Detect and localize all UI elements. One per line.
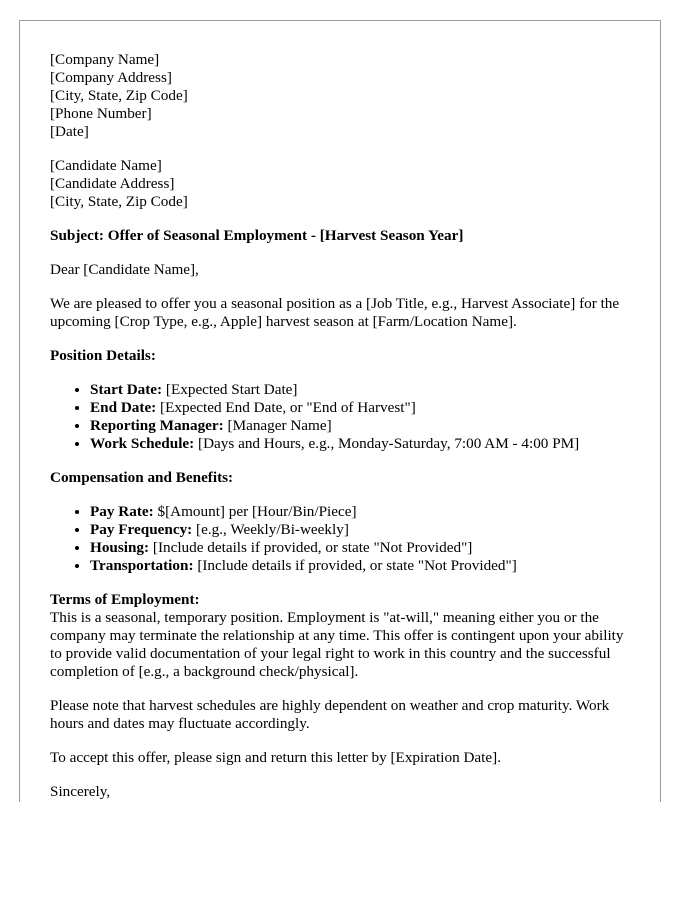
list-item [90, 435, 630, 453]
item-label: Work Schedule: [90, 435, 195, 452]
acceptance-paragraph: To accept this offer, please sign and return this letter by [Expiration Date]. [50, 749, 501, 766]
intro-paragraph: We are pleased to offer you a seasonal position as a [Job Title, e.g., Harvest Associate] for the upcoming [Crop Type, e.g., Apple] harvest season at [Farm/Location Name]. [50, 295, 620, 330]
list-item [90, 503, 630, 521]
list-item [90, 381, 630, 399]
compensation-list [50, 503, 630, 575]
candidate-city-state-zip: [City, State, Zip Code] [50, 193, 188, 210]
item-label: Housing: [90, 539, 150, 556]
candidate-name: [Candidate Name] [50, 157, 162, 174]
weather-note-paragraph: Please note that harvest schedules are highly dependent on weather and crop maturity. Work hours and dates may fluctuate accordingly. [50, 697, 610, 732]
item-value: [Expected End Date, or "End of Harvest"] [156, 399, 416, 416]
company-city-state-zip: [City, State, Zip Code] [50, 87, 188, 104]
item-label: Pay Frequency: [90, 521, 193, 538]
recipient-block [50, 157, 630, 211]
terms-heading: Terms of Employment: [50, 591, 200, 608]
candidate-address: [Candidate Address] [50, 175, 175, 192]
item-label: End Date: [90, 399, 157, 416]
subject-line: Subject: Offer of Seasonal Employment - [Harvest Season Year] [50, 227, 464, 244]
letter-page [19, 20, 661, 802]
item-label: Start Date: [90, 381, 163, 398]
list-item [90, 521, 630, 539]
list-item [90, 399, 630, 417]
item-value: [Days and Hours, e.g., Monday-Saturday, 7:00 AM - 4:00 PM] [194, 435, 580, 452]
position-details-heading: Position Details: [50, 347, 156, 364]
company-name: [Company Name] [50, 51, 160, 68]
list-item [90, 417, 630, 435]
item-label: Pay Rate: [90, 503, 154, 520]
sender-block [50, 51, 630, 141]
letter-date: [Date] [50, 123, 89, 140]
item-value: $[Amount] per [Hour/Bin/Piece] [153, 503, 357, 520]
item-label: Transportation: [90, 557, 194, 574]
item-value: [Include details if provided, or state "Not Provided"] [149, 539, 473, 556]
terms-paragraph: This is a seasonal, temporary position. Employment is "at-will," meaning either you or the company may terminate the relationship at any time. This offer is contingent upon your ability to provide valid documentation of your legal right to work in this country and the successful completion of [e.g., a background check/physical]. [50, 609, 624, 680]
item-label: Reporting Manager: [90, 417, 224, 434]
item-value: [Expected Start Date] [162, 381, 298, 398]
closing: Sincerely, [50, 783, 111, 800]
list-item [90, 539, 630, 557]
salutation: Dear [Candidate Name], [50, 261, 199, 278]
company-phone: [Phone Number] [50, 105, 152, 122]
list-item [90, 557, 630, 575]
item-value: [Manager Name] [223, 417, 332, 434]
company-address: [Company Address] [50, 69, 172, 86]
item-value: [e.g., Weekly/Bi-weekly] [192, 521, 349, 538]
compensation-heading: Compensation and Benefits: [50, 469, 234, 486]
item-value: [Include details if provided, or state "Not Provided"] [193, 557, 517, 574]
position-details-list [50, 381, 630, 453]
